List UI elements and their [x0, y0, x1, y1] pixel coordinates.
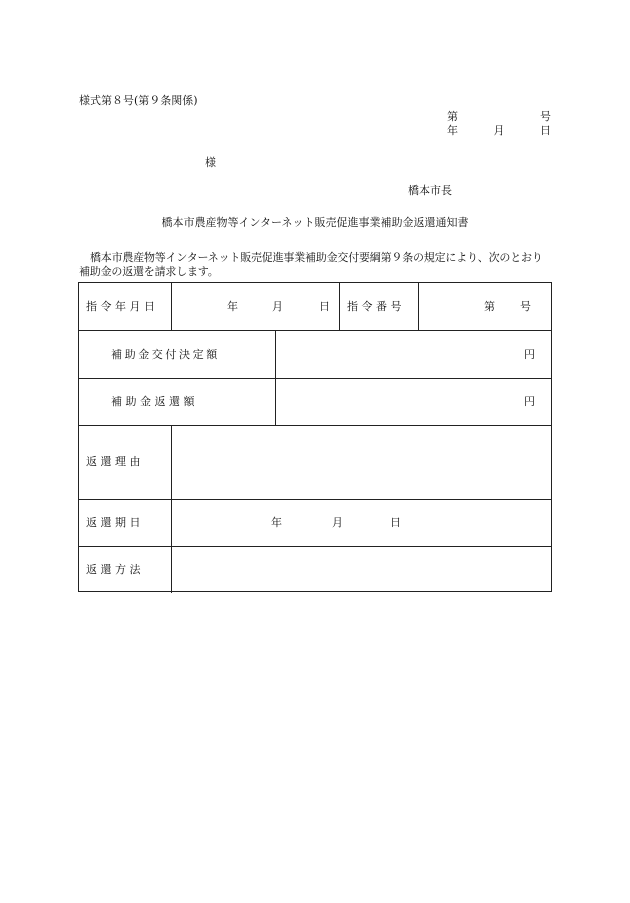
instruction-date-day: 日	[319, 300, 330, 313]
instruction-number-label: 指 令 番 号	[347, 300, 402, 313]
table-col-divider	[418, 283, 419, 330]
table-row-divider	[79, 499, 551, 500]
document-number-suffix: 号	[540, 110, 551, 123]
body-text: 橋本市農産物等インターネット販売促進事業補助金交付要綱第９条の規定により、次のとおり補助金の返還を請求します。	[79, 251, 543, 278]
document-date-day: 日	[540, 124, 551, 137]
document-date-month: 月	[493, 124, 505, 137]
table-row-divider	[79, 425, 551, 426]
refund-due-date-label: 返 還 期 日	[86, 516, 141, 529]
table-row-divider	[79, 546, 551, 547]
document-date-line	[447, 124, 551, 138]
document-date-year: 年	[447, 124, 458, 137]
document-number-line	[447, 110, 551, 124]
document-number-prefix: 第	[447, 110, 458, 123]
instruction-date-month: 月	[272, 300, 283, 313]
table-col-divider	[339, 283, 340, 330]
table-col-divider	[275, 330, 276, 425]
refund-due-date-month: 月	[332, 516, 343, 529]
document-title: 橋本市農産物等インターネット販売促進事業補助金返還通知書	[161, 216, 469, 229]
grant-decision-amount-unit: 円	[524, 348, 535, 361]
refund-details-table	[78, 282, 552, 592]
refund-amount-unit: 円	[524, 395, 535, 408]
instruction-date-label: 指 令 年 月 日	[86, 300, 155, 313]
table-col-divider	[171, 283, 172, 330]
refund-due-date-year: 年	[271, 516, 282, 529]
table-row-divider	[79, 330, 551, 331]
instruction-date-year: 年	[227, 300, 238, 313]
instruction-number-suffix: 号	[520, 300, 531, 313]
refund-method-label: 返 還 方 法	[86, 563, 141, 576]
refund-amount-label: 補 助 金 返 還 額	[111, 395, 195, 408]
refund-due-date-day: 日	[390, 516, 401, 529]
refund-reason-label: 返 還 理 由	[86, 455, 141, 468]
grant-decision-amount-label: 補助金交付決定額	[111, 348, 220, 361]
table-row-divider	[79, 378, 551, 379]
addressee: 様	[205, 156, 216, 169]
instruction-number-prefix: 第	[484, 300, 495, 313]
sender: 橋本市長	[408, 184, 452, 197]
table-col-divider	[171, 425, 172, 593]
form-code: 様式第８号(第９条関係)	[79, 94, 198, 107]
